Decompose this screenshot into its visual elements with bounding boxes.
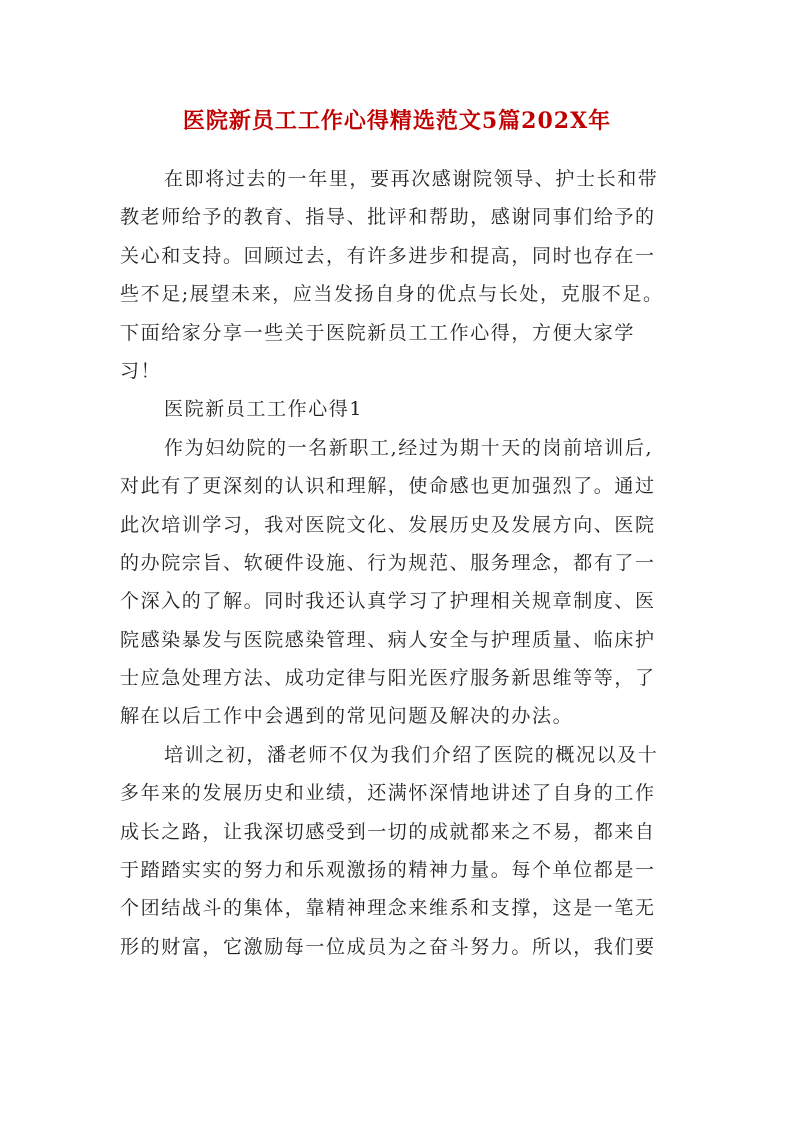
- paragraph-line: 于踏踏实实的努力和乐观激扬的精神力量。每个单位都是一: [120, 859, 656, 882]
- paragraph-line: 院感染暴发与医院感染管理、病人安全与护理质量、临床护: [120, 628, 656, 651]
- paragraph-line: 在即将过去的一年里，要再次感谢院领导、护士长和带: [164, 168, 659, 190]
- paragraph-line: 成长之路，让我深切感受到一切的成就都来之不易，都来自: [120, 820, 656, 843]
- section-heading: 医院新员工工作心得1: [164, 398, 364, 421]
- paragraph-line: 教老师给予的教育、指导、批评和帮助，感谢同事们给予的: [120, 206, 656, 229]
- paragraph-line: 作为妇幼院的一名新职工,经过为期十天的岗前培训后,: [164, 436, 654, 459]
- paragraph-line: 多年来的发展历史和业绩，还满怀深情地讲述了自身的工作: [120, 782, 656, 805]
- paragraph-line: 此次培训学习，我对医院文化、发展历史及发展方向、医院: [120, 513, 656, 536]
- paragraph-line: 关心和支持。回顾过去，有许多进步和提高，同时也存在一: [120, 244, 656, 267]
- document-body: [120, 160, 682, 966]
- paragraph-line: 培训之初，潘老师不仅为我们介绍了医院的概况以及十: [164, 743, 659, 766]
- paragraph-line: 士应急处理方法、成功定律与阳光医疗服务新思维等等，了: [120, 667, 656, 690]
- paragraph-line: 形的财富，它激励每一位成员为之奋斗努力。所以，我们要: [120, 935, 656, 958]
- paragraph-line: 解在以后工作中会遇到的常见问题及解决的办法。: [120, 705, 574, 728]
- paragraph-line: 对此有了更深刻的认识和理解，使命感也更加强烈了。通过: [120, 475, 656, 498]
- paragraph-line: 个团结战斗的集体，靠精神理念来维系和支撑，这是一笔无: [120, 897, 656, 920]
- document-title: 医院新员工工作心得精选范文5篇202X年: [182, 108, 612, 134]
- paragraph-line: 的办院宗旨、软硬件设施、行为规范、服务理念，都有了一: [120, 551, 656, 574]
- paragraph-line: 习！: [120, 359, 162, 382]
- paragraph-line: 个深入的了解。同时我还认真学习了护理相关规章制度、医: [120, 590, 656, 613]
- paragraph-line: 些不足;展望未来，应当发扬自身的优点与长处，克服不足。: [120, 283, 664, 306]
- paragraph-line: 下面给家分享一些关于医院新员工工作心得，方便大家学: [120, 321, 636, 344]
